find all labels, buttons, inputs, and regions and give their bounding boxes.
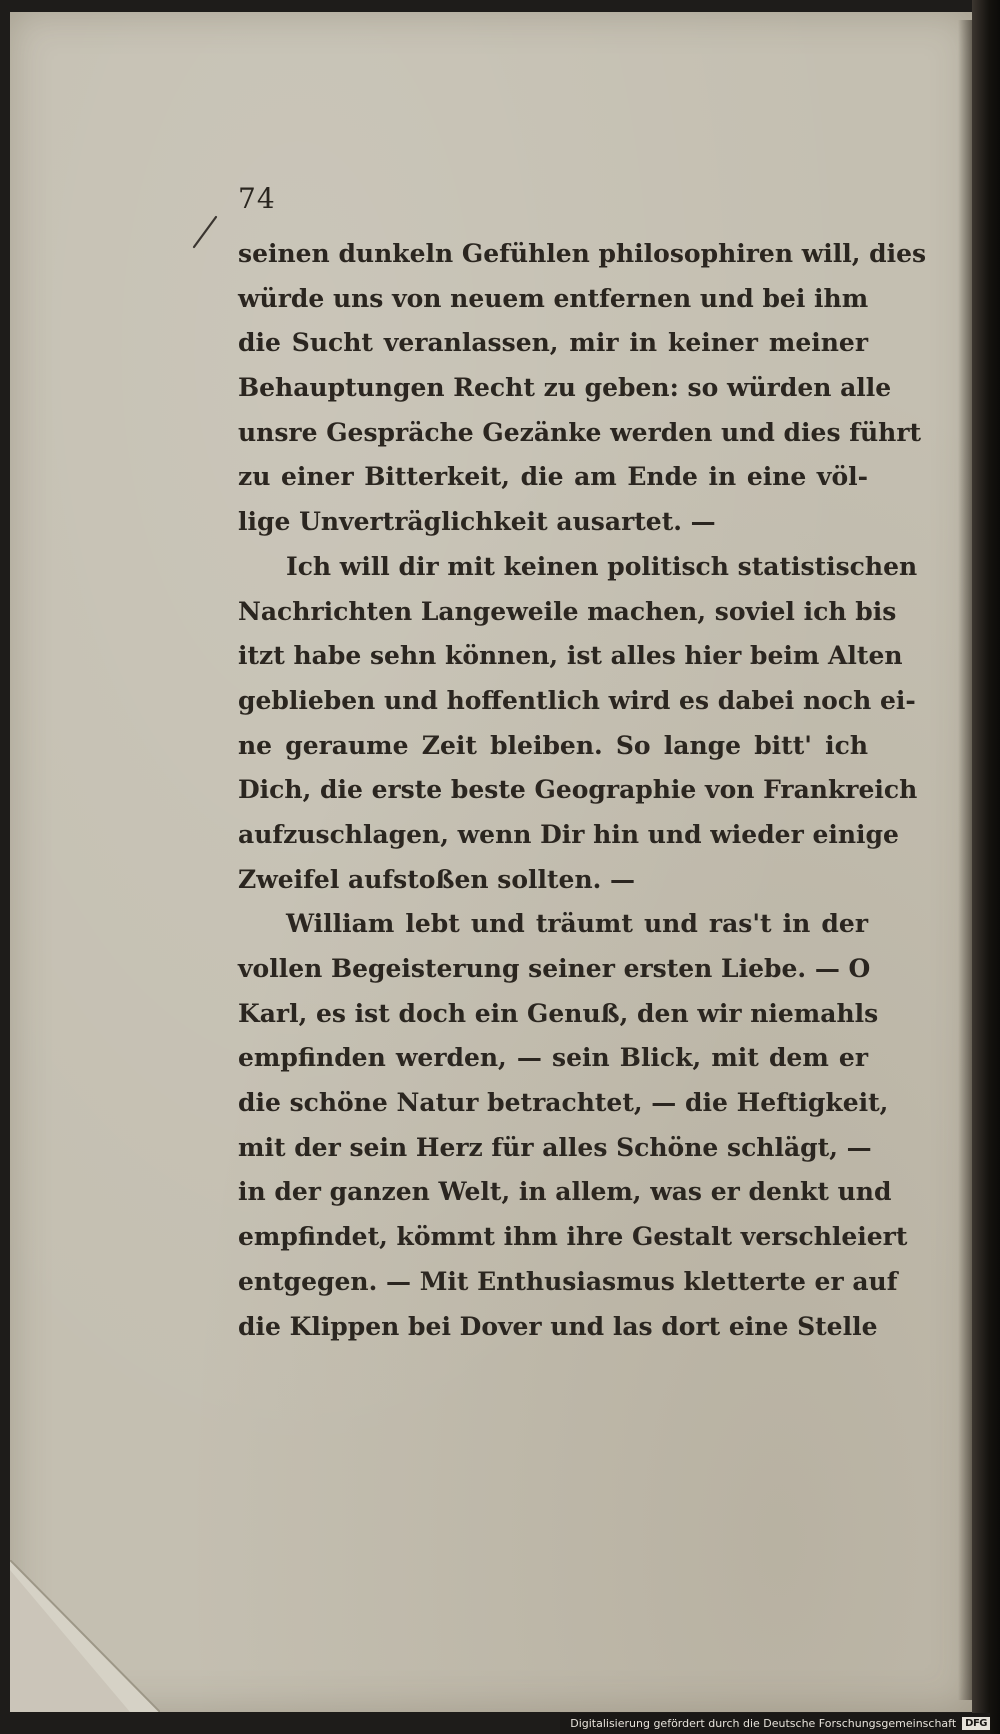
text-line: die Klippen bei Dover und las dort eine Stelle bbox=[238, 1311, 878, 1341]
text-line: unsre Gespräche Gezänke werden und dies führt bbox=[238, 417, 922, 447]
text-line: empfinden werden, — sein Blick, mit dem er bbox=[238, 1043, 868, 1073]
text-line: Zweifel aufstoßen sollten. — bbox=[238, 864, 636, 894]
digitization-footer bbox=[560, 1713, 990, 1734]
text-line: die Sucht veranlassen, mir in keiner meiner bbox=[238, 328, 868, 358]
page-text bbox=[238, 232, 927, 1349]
dfg-logo: DFG bbox=[962, 1717, 990, 1730]
text-line: geblieben und hoffentlich wird es dabei noch ei- bbox=[238, 685, 916, 715]
text-line: lige Unverträglichkeit ausartet. — bbox=[238, 507, 716, 537]
page-gutter-shadow bbox=[958, 20, 972, 1700]
text-line: ne geraume Zeit bleiben. So lange bitt' ich bbox=[238, 730, 868, 760]
text-line: würde uns von neuem entfernen und bei ihm bbox=[238, 283, 869, 313]
text-line: William lebt und träumt und ras't in der bbox=[286, 909, 868, 939]
text-line: itzt habe sehn können, ist alles hier beim Alten bbox=[238, 641, 903, 671]
folded-corner bbox=[10, 1560, 160, 1712]
text-line: zu einer Bitterkeit, die am Ende in eine völ- bbox=[238, 462, 868, 492]
text-line: vollen Begeisterung seiner ersten Liebe. — O bbox=[238, 954, 871, 983]
pencil-mark bbox=[188, 215, 220, 251]
text-line: Behauptungen Recht zu geben: so würden alle bbox=[238, 373, 892, 403]
book-binding bbox=[972, 0, 1000, 1734]
text-line: entgegen. — Mit Enthusiasmus kletterte er auf bbox=[238, 1266, 898, 1296]
text-line: Karl, es ist doch ein Genuß, den wir niemahls bbox=[238, 998, 879, 1028]
text-line: seinen dunkeln Gefühlen philosophiren will, dies bbox=[238, 239, 927, 268]
text-line: Ich will dir mit keinen politisch statistischen bbox=[286, 551, 918, 581]
funding-credit: Digitalisierung gefördert durch die Deutsche Forschungsgemeinschaft bbox=[570, 1717, 957, 1730]
text-line: mit der sein Herz für alles Schöne schlägt, — bbox=[238, 1132, 872, 1162]
text-line: die schöne Natur betrachtet, — die Heftigkeit, bbox=[238, 1088, 889, 1118]
text-line: Dich, die erste beste Geographie von Frankreich bbox=[238, 775, 918, 805]
text-line: empfindet, kömmt ihm ihre Gestalt verschleiert bbox=[238, 1222, 908, 1252]
text-line: in der ganzen Welt, in allem, was er denkt und bbox=[238, 1177, 892, 1207]
text-line: Nachrichten Langeweile machen, soviel ich bis bbox=[238, 596, 897, 626]
page-number: 74 bbox=[238, 182, 276, 215]
text-line: aufzuschlagen, wenn Dir hin und wieder einige bbox=[238, 819, 899, 849]
